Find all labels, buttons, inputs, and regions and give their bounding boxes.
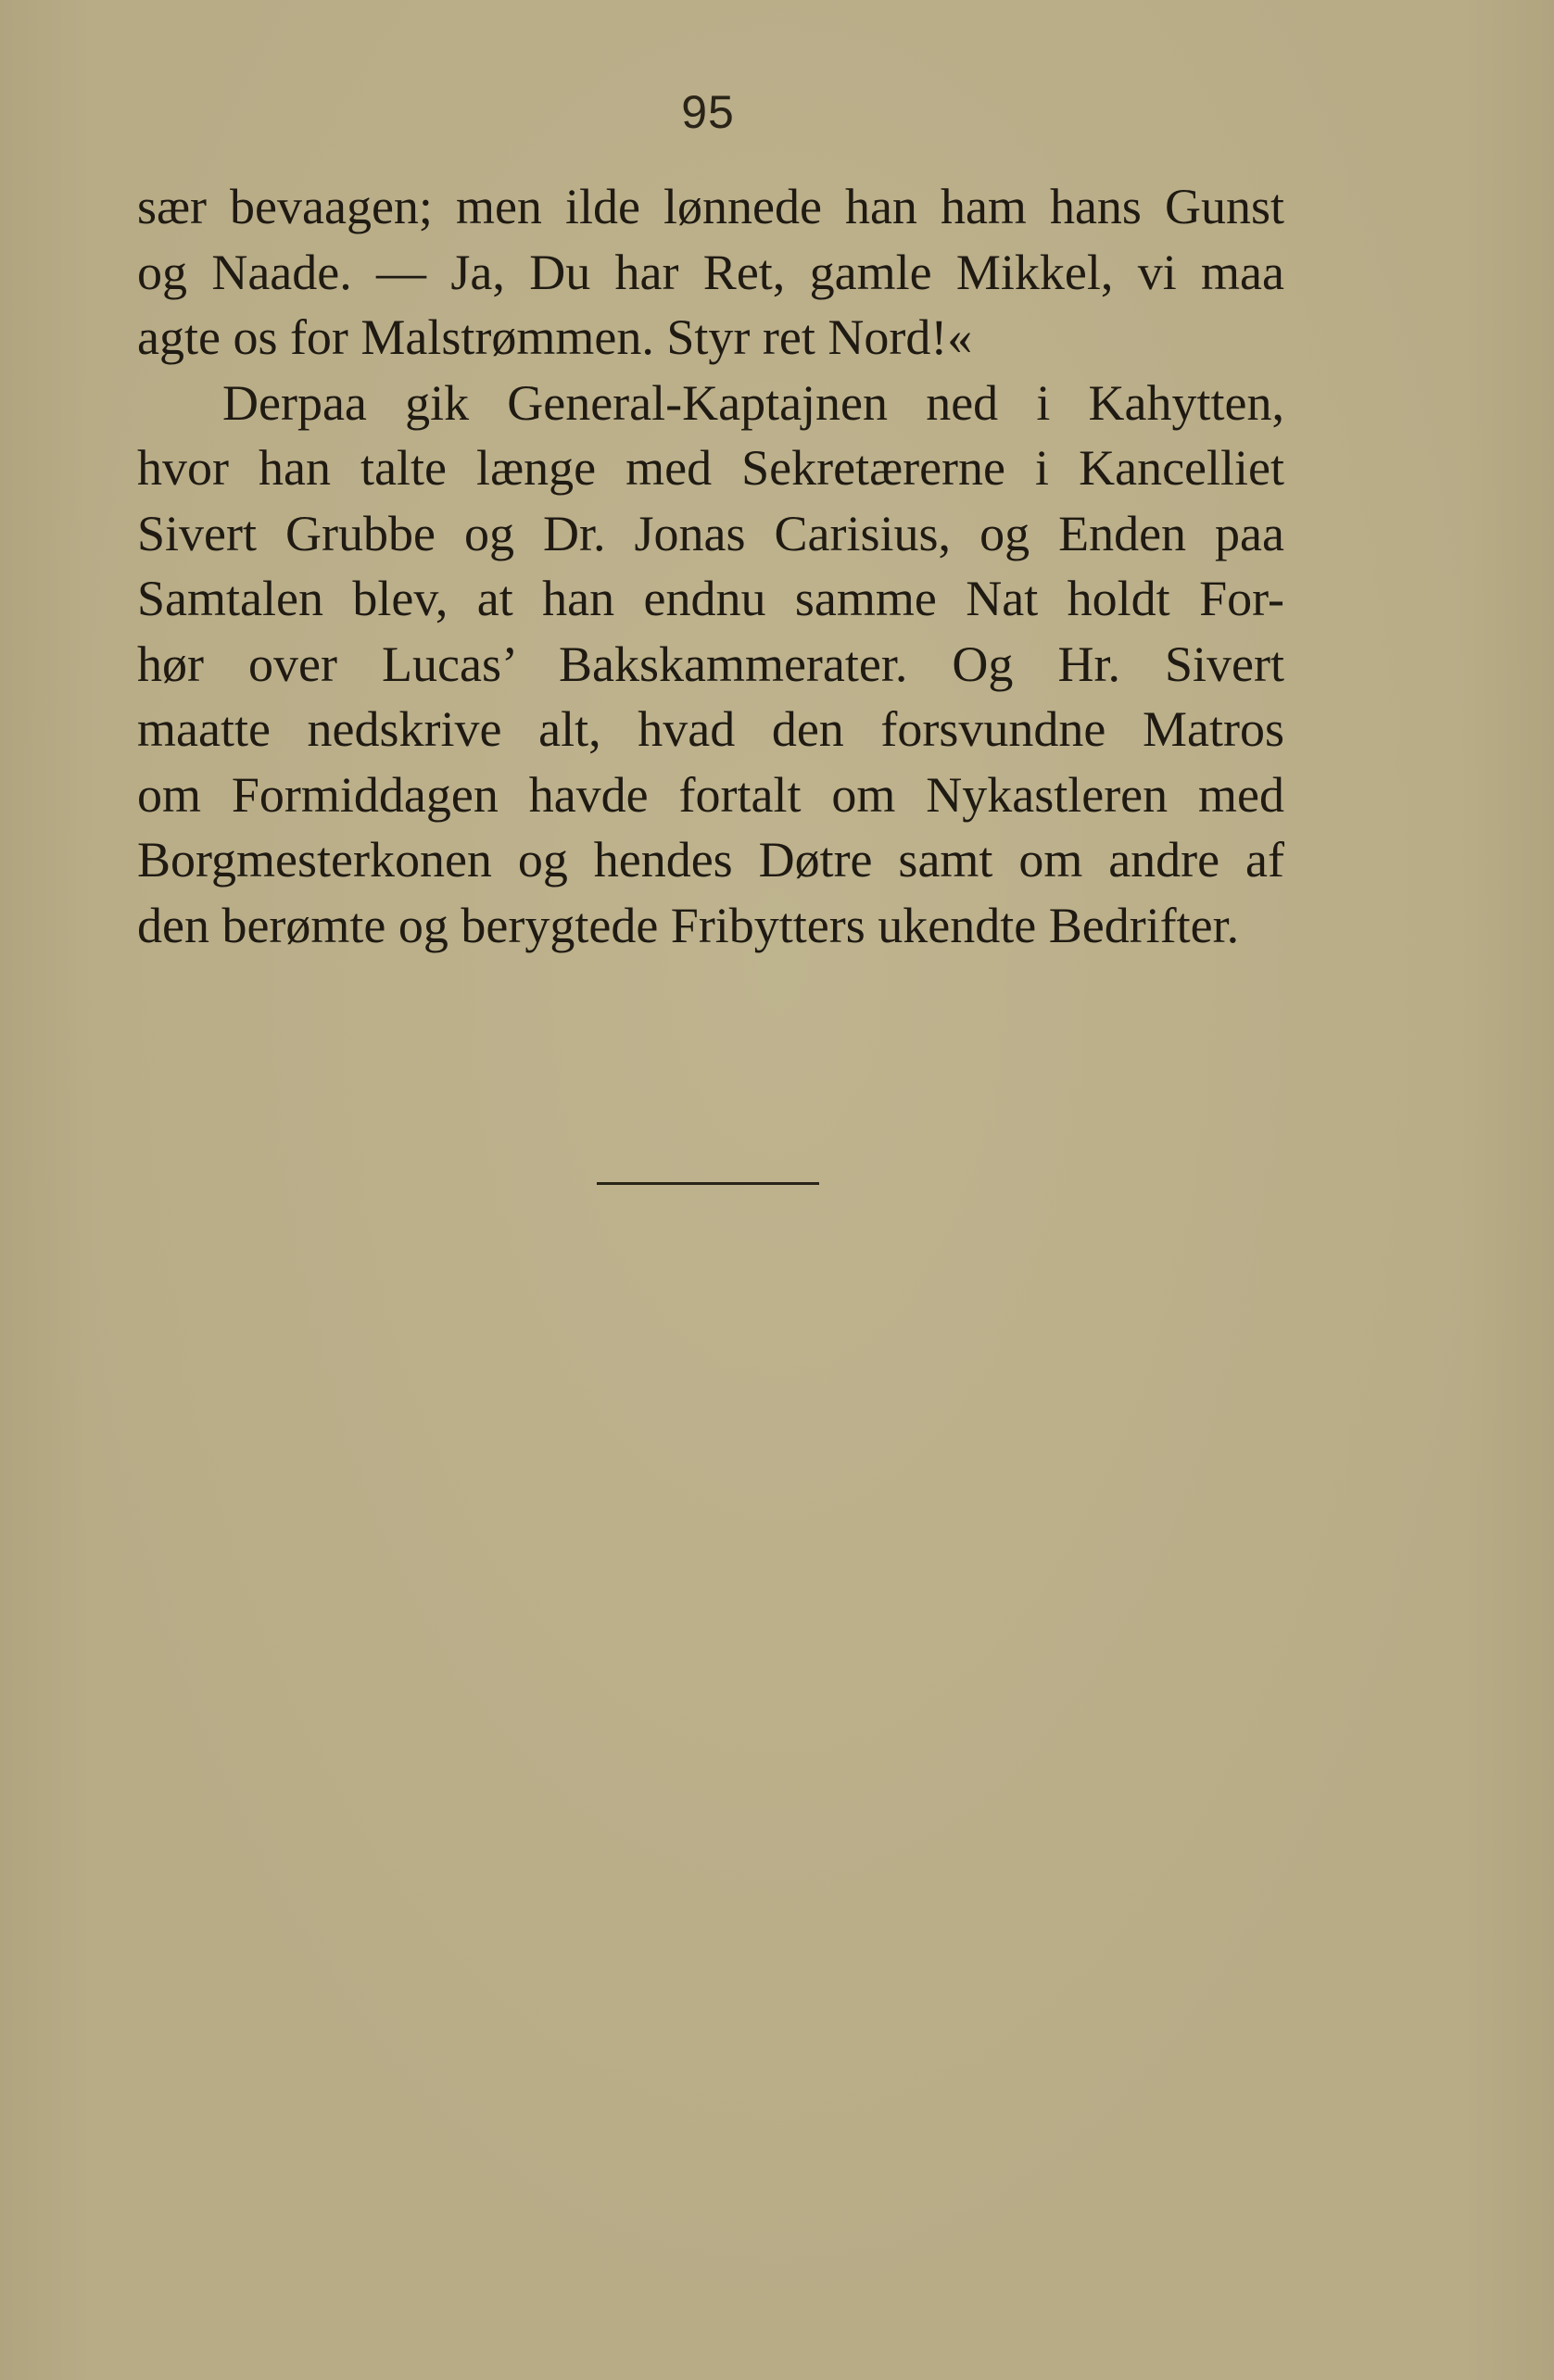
text-line: maatte nedskrive alt, hvad den forsvundne Matros — [137, 701, 1284, 757]
text-line: Derpaa gik General-Kaptajnen ned i Kahytten, — [222, 374, 1284, 431]
page-number: 95 — [681, 86, 735, 138]
section-divider — [597, 1182, 819, 1185]
text-line: hør over Lucas’ Bakskammerater. Og Hr. Sivert — [137, 636, 1284, 692]
text-line: Sivert Grubbe og Dr. Jonas Carisius, og Enden paa — [137, 505, 1284, 561]
text-line: den berømte og berygtede Fribytters ukendte Bedrifter. — [137, 897, 1240, 953]
text-line: Borgmesterkonen og hendes Døtre samt om andre af — [137, 832, 1284, 888]
text-line: hvor han talte længe med Sekretærerne i Kancelliet — [137, 440, 1284, 496]
text-line: Samtalen blev, at han endnu samme Nat holdt For- — [137, 571, 1284, 626]
body-text — [137, 174, 1284, 958]
text-line: agte os for Malstrømmen. Styr ret Nord!« — [137, 309, 973, 365]
text-line: sær bevaagen; men ilde lønnede han ham hans Gunst — [137, 179, 1284, 234]
text-line: om Formiddagen havde fortalt om Nykastleren med — [137, 766, 1284, 823]
text-line: og Naade. — Ja, Du har Ret, gamle Mikkel, vi maa — [137, 244, 1284, 300]
